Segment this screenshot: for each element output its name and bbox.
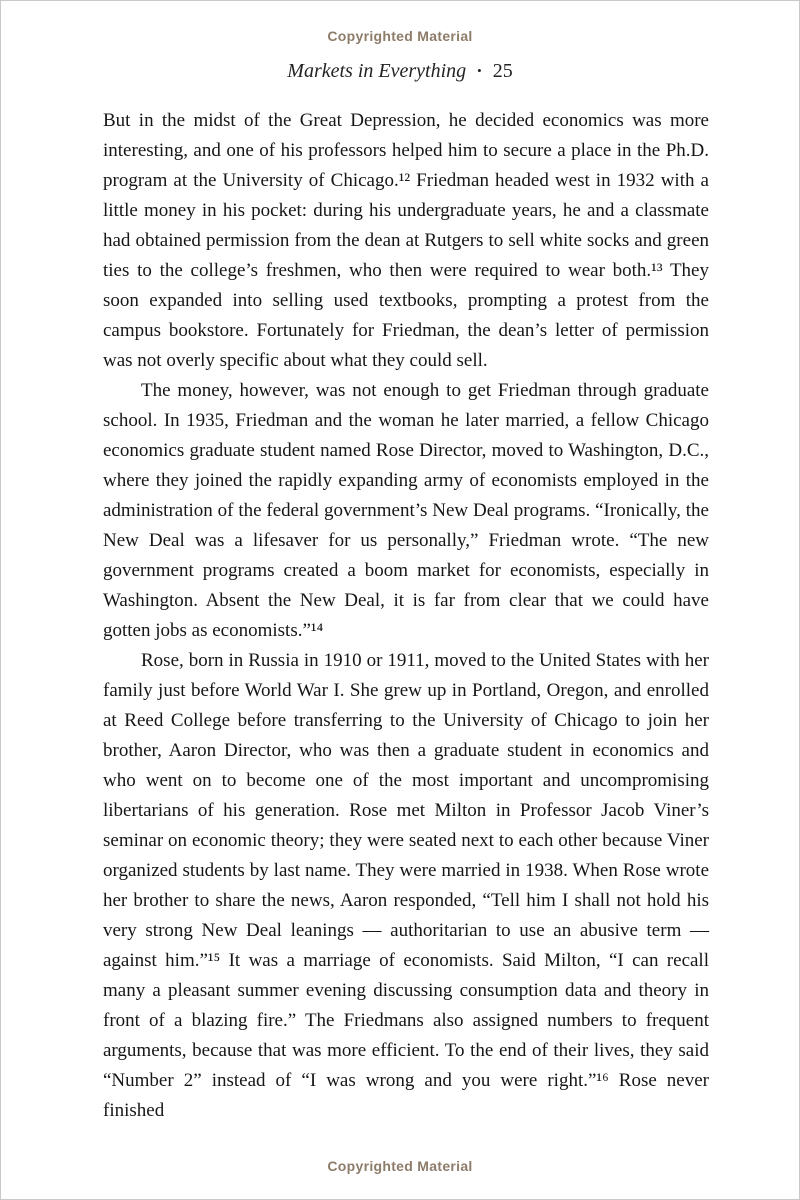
- paragraph-3: Rose, born in Russia in 1910 or 1911, moved to the United States with her family just before World War I. She grew up in Portland, Oregon, and enrolled at Reed College before transferring to the University of Chicago to join her brother, Aaron Director, who was then a graduate student in economics and who went on to become one of the most important and uncompromising libertarians of his generation. Rose met Milton in Professor Jacob Viner’s seminar on economic theory; they were seated next to each other because Viner organized students by last name. They were married in 1938. When Rose wrote her brother to share the news, Aaron responded, “Tell him I shall not hold his very strong New Deal leanings — authoritarian to use an abusive term — against him.”¹⁵ It was a marriage of economists. Said Milton, “I can recall many a pleasant summer evening discussing consumption data and theory in front of a blazing fire.” The Friedmans also assigned numbers to frequent arguments, because that was more efficient. To the end of their lives, they said “Number 2” instead of “I was wrong and you were right.”¹⁶ Rose never finished: [103, 650, 709, 1121]
- copyright-notice-bottom: Copyrighted Material: [327, 1158, 473, 1174]
- page-number: 25: [492, 60, 513, 82]
- running-header: [1, 60, 799, 83]
- header-separator-bullet: •: [477, 63, 482, 78]
- copyright-notice-top: Copyrighted Material: [327, 28, 473, 44]
- paragraph-1: But in the midst of the Great Depression, he decided economics was more interesting, and one of his professors helped him to secure a place in the Ph.D. program at the University of Chicago.¹² Friedman headed west in 1932 with a little money in his pocket: during his undergraduate years, he and a classmate had obtained permission from the dean at Rutgers to sell white socks and green ties to the college’s freshmen, who then were required to wear both.¹³ They soon expanded into selling used textbooks, prompting a protest from the campus bookstore. Fortunately for Friedman, the dean’s letter of permission was not overly specific about what they could sell.: [103, 110, 709, 371]
- body-text: [103, 106, 709, 1126]
- paragraph-2: The money, however, was not enough to get Friedman through graduate school. In 1935, Friedman and the woman he later married, a fellow Chicago economics graduate student named Rose Director, moved to Washington, D.C., where they joined the rapidly expanding army of economists employed in the administration of the federal government’s New Deal programs. “Ironically, the New Deal was a lifesaver for us personally,” Friedman wrote. “The new government programs created a boom market for economists, especially in Washington. Absent the New Deal, it is far from clear that we could have gotten jobs as economists.”¹⁴: [103, 380, 709, 641]
- running-header-title: Markets in Everything: [287, 60, 467, 82]
